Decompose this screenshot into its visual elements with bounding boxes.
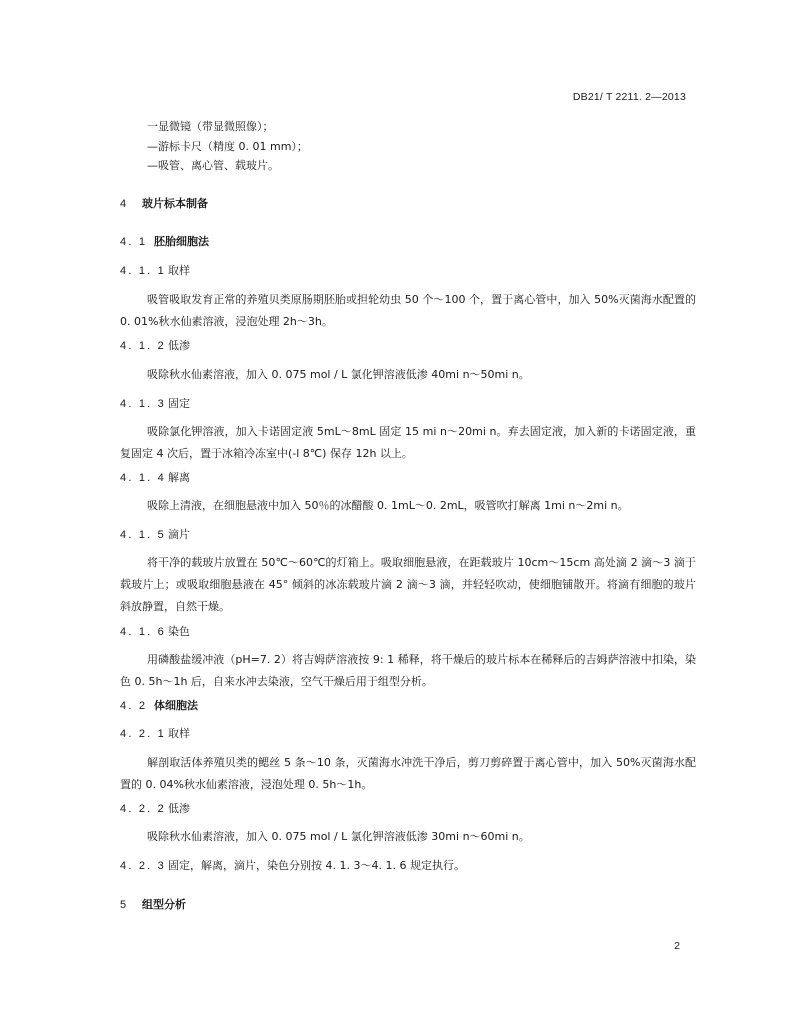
section-4-1-6-paragraph: 用磷酸盐缓冲液（pH=7. 2）将吉姆萨溶液按 9: 1 稀释，将干燥后的玻片标本在稀释后的吉姆萨溶液中扣染，染色 0. 5h～1h 后，自来水冲去染液，空气干燥后用于组型分析。 xyxy=(120,653,696,688)
section-title: 染色 xyxy=(168,625,190,638)
section-number: 4. 2. 2 xyxy=(120,803,166,815)
section-4-1-2-paragraph: 吸除秋水仙素溶液，加入 0. 075 mol / L 氯化钾溶液低渗 40mi n～50mi n。 xyxy=(147,368,530,381)
section-4-heading xyxy=(120,196,208,212)
section-4-1-4-heading xyxy=(120,470,190,486)
section-number: 5 xyxy=(120,899,129,911)
equipment-item-pipette: —吸管、离心管、载玻片。 xyxy=(147,159,279,172)
section-4-2-1-heading xyxy=(120,726,190,742)
section-4-1-3-heading xyxy=(120,396,190,412)
standard-code-header: DB21/ T 2211. 2—2013 xyxy=(572,91,686,103)
section-4-2-2-heading xyxy=(120,801,190,817)
section-title: 低渗 xyxy=(168,339,190,352)
section-title: 低渗 xyxy=(168,802,190,815)
section-number: 4. 1. 2 xyxy=(120,340,166,352)
section-title: 组型分析 xyxy=(142,898,186,911)
section-number: 4 xyxy=(120,198,129,210)
section-4-1-4-paragraph: 吸除上清液，在细胞悬液中加入 50％的冰醋酸 0. 1mL～0. 2mL，吸管吹打解离 1mi n～2mi n。 xyxy=(147,499,629,512)
section-title: 胚胎细胞法 xyxy=(154,235,209,248)
section-number: 4. 1 xyxy=(120,236,148,248)
section-title: 固定，解离，滴片，染色分别按 4. 1. 3～4. 1. 6 规定执行。 xyxy=(168,859,465,872)
section-4-1-1-heading xyxy=(120,263,190,279)
section-4-2-heading xyxy=(120,698,198,714)
section-4-1-5-paragraph: 将干净的载玻片放置在 50℃～60℃的灯箱上。吸取细胞悬液，在距载玻片 10cm～15cm 高处滴 2 滴～3 滴于载玻片上；或吸取细胞悬液在 45° 倾斜的冰冻载玻片滴 2 滴～3 滴，并轻轻吹动，使细胞铺散开。将滴有细胞的玻片斜放静置，自然干燥。 xyxy=(120,556,696,613)
section-4-1-5-heading xyxy=(120,527,190,543)
section-number: 4. 2. 3 xyxy=(120,860,166,872)
equipment-item-caliper: —游标卡尺（精度 0. 01 mm）； xyxy=(147,140,308,153)
section-number: 4. 2 xyxy=(120,700,148,712)
section-number: 4. 2. 1 xyxy=(120,728,166,740)
section-4-2-2-paragraph: 吸除秋水仙素溶液，加入 0. 075 mol / L 氯化钾溶液低渗 30mi n～60mi n。 xyxy=(147,830,530,843)
section-number: 4. 1. 5 xyxy=(120,529,166,541)
section-title: 固定 xyxy=(168,397,190,410)
section-number: 4. 1. 3 xyxy=(120,398,166,410)
section-4-2-1-paragraph: 解剖取活体养殖贝类的鳃丝 5 条～10 条，灭菌海水冲洗干净后，剪刀剪碎置于离心管中，加入 50%灭菌海水配置的 0. 04%秋水仙素溶液，浸泡处理 0. 5h～1h。 xyxy=(120,756,696,791)
page-number: 2 xyxy=(674,940,680,952)
section-4-1-3-paragraph: 吸除氯化钾溶液，加入卡诺固定液 5mL～8mL 固定 15 mi n～20mi n。弃去固定液，加入新的卡诺固定液，重复固定 4 次后，置于冰箱冷冻室中(-l 8℃) 保存 12h 以上。 xyxy=(120,425,696,460)
section-title: 体细胞法 xyxy=(154,699,198,712)
section-title: 玻片标本制备 xyxy=(142,197,208,210)
section-title: 取样 xyxy=(168,264,190,277)
section-4-1-2-heading xyxy=(120,338,190,354)
section-number: 4. 1. 6 xyxy=(120,626,166,638)
section-title: 滴片 xyxy=(168,528,190,541)
equipment-item-microscope: 一显微镜（带显微照像）； xyxy=(147,120,274,133)
section-4-1-6-heading xyxy=(120,624,190,640)
section-4-1-1-paragraph: 吸管吸取发育正常的养殖贝类原肠期胚胎或担轮幼虫 50 个～100 个，置于离心管中，加入 50%灭菌海水配置的 0. 01%秋水仙素溶液，浸泡处理 2h～3h。 xyxy=(120,293,696,328)
section-title: 取样 xyxy=(168,727,190,740)
section-4-2-3-heading xyxy=(120,858,465,874)
section-number: 4. 1. 1 xyxy=(120,265,166,277)
section-4-1-heading xyxy=(120,234,209,250)
section-5-heading xyxy=(120,897,186,913)
section-title: 解离 xyxy=(168,471,190,484)
section-number: 4. 1. 4 xyxy=(120,472,166,484)
